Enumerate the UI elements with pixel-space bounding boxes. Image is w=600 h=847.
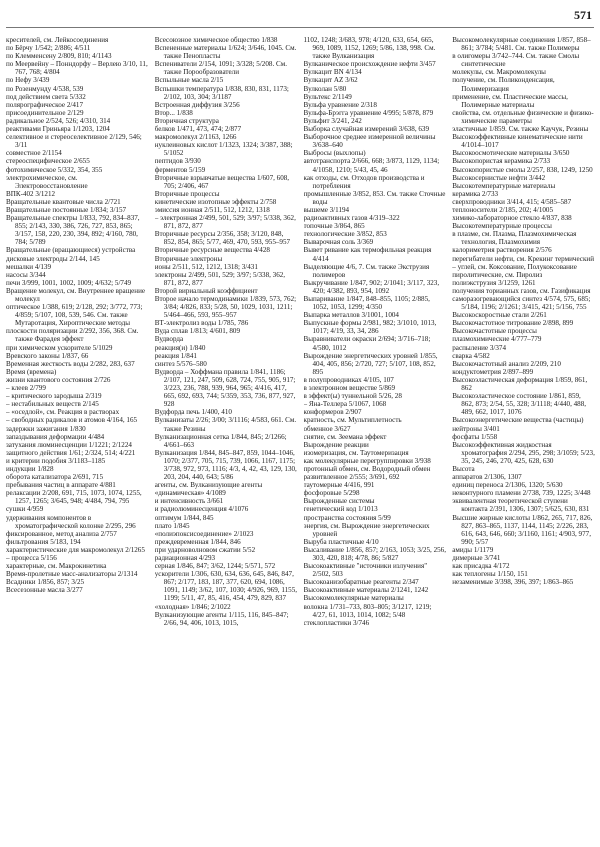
index-entry: фосфоровые 5/298 [303, 489, 360, 498]
index-entry: Вулканизаты 2/26; 3/00; 3/1116; 4/583, 661. См. также Резины [154, 416, 297, 433]
index-entry: и интенсивность 3/661 [154, 497, 224, 506]
column-1 [6, 36, 149, 842]
index-entry: – электронная 2/499, 501, 529; 3/97; 5/338, 362, 871, 872, 877 [154, 214, 296, 231]
index-entry: Вулканизующие агенты 1/115, 116, 845–847; 2/66, 94, 406, 1013, 1015, [154, 610, 289, 627]
index-entry: мешалки 4/139 [6, 262, 52, 271]
index-entry: плоскости поляризации 2/292, 356, 368. См. также Фарадея эффект [6, 327, 139, 344]
index-entry: «полиэпоксисоединение» 2/1023 [154, 529, 254, 538]
index-entry: получение, см. Поликонденсация, Полимеризация [452, 76, 555, 93]
index-entry: фильтрования 5/183, 194 [6, 537, 81, 546]
index-entry: Вспениватели 2/154, 1091; 3/328; 5/208. См. также Порообразователи [154, 60, 287, 77]
index-entry: радиоактивных газов 4/319–322 [303, 214, 400, 223]
index-entry: – Яна-Теллера 5/1067, 1068 [303, 400, 387, 409]
index-entry: Вторичные ресурсные вещества 4/428 [154, 246, 270, 255]
index-entry: сушки 4/959 [6, 505, 44, 514]
index-entry: и критерии подобия 3/1183–1185 [6, 456, 106, 465]
index-entry: Вулкацит BN 4/134 [303, 68, 362, 77]
index-entry: неконтурного пламени 2/738, 739, 1225; 3/448 [452, 489, 591, 498]
index-entry: Вывет ривание как термофильная реакция 4/414 [303, 246, 432, 263]
index-entry: Высокоактивные "источники излучения" 2/502, 503 [303, 562, 428, 579]
index-entry: затухания люминесценции 1/1221; 2/1224 [6, 440, 132, 449]
index-entry: эмиссия ионная 2/511, 512, 1212, 1318 [154, 205, 270, 214]
index-entry: Выпарка металлов 3/1001, 1004 [303, 311, 399, 320]
index-entry: характерные, см. Макрокинетика [6, 562, 107, 571]
index-entry: развитвленное 2/555; 3/691, 692 [303, 473, 400, 482]
index-entry: Высокотемпературные процессы [452, 222, 552, 231]
index-entry: нейтроны 3/401 [452, 424, 500, 433]
index-entry: Вуда сплав 1/813; 4/601, 809 [154, 327, 241, 336]
index-entry: синтез 5/576–580 [154, 359, 207, 368]
index-entry: Вулколан 5/80 [303, 84, 347, 93]
index-entry: реакция 1/841 [154, 351, 197, 360]
index-entry: Выпускные формы 2/981, 982; 3/1010, 1013, 1017; 4/19, 33, 34, 286 [303, 319, 437, 336]
index-entry: теплоносители 2/185, 202; 4/1005 [452, 205, 554, 214]
index-entry: Высокоэластическое состояние 1/861, 859, 862, 873; 2/54, 55, 328; 3/1118; 4/440, 488, 489, 662, 1017, 1076 [452, 392, 587, 417]
index-entry: оборота катализатора 2/691, 715 [6, 473, 103, 482]
index-entry: Вращение молекул, см. Внутреннее вращение молекул [6, 286, 146, 303]
index-entry: Вудфорда печь 1/400, 410 [154, 408, 232, 417]
index-entry: реакция(и) 1/840 [154, 343, 206, 352]
index-entry: – свободных радикалов и атомов 4/164, 165 [6, 416, 138, 425]
index-entry: ионы 2/511, 512, 1212, 1318; 3/431 [154, 262, 258, 271]
index-entry: Высокоэнергетические вещества (частицы) [452, 416, 584, 425]
index-entry: – углей, см. Коксование, Полукоксование [452, 262, 577, 271]
index-entry: Второе начало термодинамики 1/839, 573, 762; 3/84; 4/826, 833; 5/28, 50, 1029, 1031, 1211; 5/464–466, 593, 955–957 [154, 295, 297, 320]
index-entry: оптическое 1/388, 619; 2/128, 292; 3/772, 773; 4/859; 5/107, 108, 539, 546. См. также Мутаротация, Хироптические методы [6, 303, 143, 328]
index-entry: Вырождение реакции [303, 440, 369, 449]
index-entry: Вудворда [154, 335, 184, 344]
index-entry: Высокотемпературные материалы [452, 181, 556, 190]
index-entry: Выруба пластичные 4/10 [303, 537, 379, 546]
index-entry: Высокоэффективная жидкостная хроматография 2/294, 295, 298; 3/1059; 5/23, 35, 245, 246, 270, 425, 628, 630 [452, 440, 595, 465]
index-entry: Вультекс 2/1149 [303, 92, 352, 101]
index-entry: Высокочастотный анализ 2/209, 210 [452, 359, 561, 368]
index-entry: применение, см. Пластические массы, Полимерные материалы [452, 92, 568, 109]
index-entry: 1102, 1248; 3/683, 978; 4/120, 633, 654, 665, 969, 1089, 1152, 1269; 5/86, 138, 998. См. также Вулканизация [303, 36, 436, 61]
index-entry: по Меервейну – Понндорфу – Верлею 3/10, 11, 767, 768; 4/804 [6, 60, 148, 77]
index-entry: при химическом ускорителе 5/1029 [6, 343, 113, 352]
column-4 [452, 36, 595, 842]
index-entry: получения торианных газов, см. Газификация [452, 286, 591, 295]
index-entry: фиксированное, метод анализа 2/757 [6, 529, 117, 538]
index-entry: Выбросы (выхлопы) [303, 149, 366, 158]
index-entry: энергия, см. Вырождение энергетических уровней [303, 521, 430, 538]
index-entry: насосы 3/344 [6, 270, 46, 279]
index-entry: стереоспецифическое 2/655 [6, 157, 90, 166]
index-entry: ускорители 1/306, 630, 634, 636, 645, 846, 847, 867; 2/177, 183, 187, 377, 620, 694, 1086, 1091, 1149; 3/62, 107, 1030; 4/926, 969, 1155, 1199; 5/11, 47, 85, 416, 454, 479, 829, 837 [154, 570, 298, 603]
index-entry: под действием света 5/332 [6, 92, 86, 101]
index-entry: пребывания частиц в аппарате 4/881 [6, 481, 116, 490]
index-entry: оптимум 1/844, 845 [154, 513, 214, 522]
index-entry: Высаливание 1/856, 857; 2/163, 1053; 3/25, 256, 303, 420, 818; 4/78, 86; 5/827 [303, 545, 446, 562]
index-entry: волокна 1/731–733, 803–805; 3/1217, 1219; 4/27, 61, 1013, 1014, 1082; 5/48 [303, 602, 432, 619]
index-entry: – нестабильных веществ 2/145 [6, 400, 99, 409]
index-entry: Вращательные спектры 1/833, 792, 834–837, 855; 2/143, 330, 386, 726, 727, 853, 865; 3/157, 158, 220, 230, 394, 892; 4/160, 780, 784; 5/789 [6, 214, 140, 247]
index-entry: Вспыльные масла 2/15 [154, 76, 224, 85]
index-entry: Время (времена) [6, 367, 57, 376]
index-entry: Вторичные электроны [154, 254, 223, 263]
index-entry: технологические 3/852, 853 [303, 230, 387, 239]
index-entry: Высокоактивные материалы 2/1241, 1242 [303, 586, 429, 595]
index-entry: ферментов 5/159 [154, 165, 206, 174]
index-entry: реактивами Гриньяра 1/1203, 1204 [6, 125, 110, 134]
index-entry: жизни квантового состояния 2/726 [6, 375, 111, 384]
index-entry: по Нефу 3/439 [6, 76, 50, 85]
index-entry: Высокоскоростные стали 2/261 [452, 311, 547, 320]
index-entry: Высокоэластическая деформация 1/859, 861, 862 [452, 375, 588, 393]
index-entry: по Бёрчу 1/542; 2/886; 4/511 [6, 44, 91, 53]
index-entry: в электронном веществе 5/869 [303, 384, 396, 393]
index-entry: димерные 3/741 [452, 554, 501, 562]
index-entry: преждевременная 1/844, 846 [154, 537, 241, 546]
index-entry: Вырождение энергетических уровней 1/855, 404, 405, 856; 2/720, 727; 5/107, 108, 852, 895 [303, 351, 438, 376]
header-rule [6, 27, 594, 28]
index-entry: генетический код 1/1013 [303, 505, 378, 514]
index-entry: ВТ-электролиз воды 1/785, 786 [154, 319, 249, 328]
index-entry: Вспененные материалы 1/624; 3/646, 1045. См. также Пенопласты [154, 44, 297, 61]
index-entry: кондуктометрия 2/897–899 [452, 367, 534, 376]
index-entry: Вращательные (вращающиеся) устройства [6, 246, 136, 255]
index-entry: Время-пролетные масс-анализаторы 2/1314 [6, 570, 138, 579]
index-entry: Вулканизационная сетка 1/844, 845; 2/1266; 4/661–663 [154, 432, 287, 449]
index-entry: эластичные 1/859. См. также Каучук, Резины [452, 125, 589, 134]
index-entry: промышленные 3/852, 853. См. также Сточные воды [303, 189, 446, 206]
index-entry: по Клемменсену 2/809, 810; 4/1143 [6, 52, 112, 61]
index-entry: Высокоосмотические материалы 3/650 [452, 149, 570, 158]
column-3 [304, 36, 447, 842]
index-entry: сварка 4/582 [452, 351, 490, 360]
index-entry: Всесоюзное химическое общество 1/838 [154, 36, 278, 44]
index-entry: Вульфа-Брэгга уравнение 4/995; 5/878, 879 [303, 108, 434, 117]
index-entry: радикальное 2/524, 526; 4/310, 314 [6, 116, 111, 125]
index-entry: Высокочастотные процессы [452, 327, 537, 336]
index-entry: пространства состояния 5/99 [303, 513, 391, 522]
index-entry: Вулканическое происхождение нефти 3/457 [303, 60, 436, 69]
index-entry: Выкручивание 1/847, 902; 2/1041; 3/117, 323, 420; 4/382, 893, 954, 1092 [303, 278, 440, 295]
index-entry: Выварочная соль 3/369 [303, 238, 374, 247]
index-entry: «динамическая» 4/1089 [154, 489, 226, 498]
index-entry: фотохимическое 5/332, 354, 355 [6, 165, 103, 174]
index-entry: Вырожденные системы [303, 497, 375, 506]
index-entry: керамика 2/733 [452, 189, 499, 198]
index-entry: Высокопористая керамика 2/733 [452, 157, 551, 166]
index-entry: саморазогревающийся синтез 4/574, 575, 685; 5/184, 1196; 2/1261; 3/415, 421; 5/156, 755 [452, 295, 591, 312]
index-entry: индукции 1/828 [6, 464, 54, 473]
index-entry: Высшие жирные кислоты 1/862, 265, 717, 826, 827, 863–865, 1137, 1144, 1145; 2/226, 283, 616, 643, 646, 660; 3/1160, 1161; 4/903, 977, 990; 5/57 [452, 513, 593, 546]
index-entry: стеклопластики 3/746 [303, 618, 370, 627]
index-entry: задержки зажигания 1/830 [6, 424, 86, 433]
index-entry: плато 1/845 [154, 521, 190, 530]
index-entry: в эффект(ы) туннельной 5/26, 28 [303, 392, 402, 401]
index-entry: запаздывания деформации 4/484 [6, 432, 105, 441]
index-entry: таутомерные 4/416, 991 [303, 481, 375, 490]
index-entry: вышеме 3/1194 [303, 205, 350, 214]
index-entry: релаксации 2/208, 691, 715, 1073, 1074, 1255, 1257, 1265; 3/645, 948; 4/484, 794, 795 [6, 489, 142, 506]
index-entry: пиролитические, см. Пиролиз [452, 270, 543, 279]
index-entry: Вращательные квантовые числа 2/721 [6, 197, 121, 206]
index-entry: Всесезонные масла 3/277 [6, 586, 83, 595]
index-entry: белков 1/471, 473, 474; 2/877 [154, 125, 242, 134]
index-entry: незаменимые 3/398, 396, 397; 1/863–865 [452, 578, 574, 587]
index-entry: кресителей, см. Лейкосоединения [6, 36, 109, 44]
index-entry: нуклеиновых кислот 1/1323, 1324; 3/387, 388; 5/1052 [154, 141, 293, 158]
index-entry: химико-лабораторное стекло 4/837, 838 [452, 214, 572, 223]
index-entry: Выпаривание 1/847, 848–855, 1105; 2/885, 1052, 1053, 1299; 4/350 [303, 295, 430, 312]
index-entry: конформеров 2/907 [303, 408, 362, 417]
index-entry: обменное 3/627 [303, 424, 351, 433]
index-entry: Временная жесткость воды 2/282, 283, 637 [6, 359, 135, 368]
index-entry: Выборка случайная измерений 3/638, 639 [303, 125, 430, 134]
index-entry: – критического зародыша 2/319 [6, 392, 102, 401]
index-entry: при ударноволновом сжатии 5/52 [154, 545, 256, 554]
index-entry: изомеризация, см. Таутомеризация [303, 448, 409, 457]
page-number: 571 [574, 8, 592, 22]
index-entry: Высокоэффективные кинематические нити 4/1014–1017 [452, 133, 583, 150]
index-entry: Высокосернистые нефти 3/442 [452, 173, 546, 182]
index-entry: Высокопористые смолы 2/257, 838, 1249, 1250 [452, 165, 593, 174]
index-entry: Выборочное среднее измеренной величины 3/638–640 [303, 133, 436, 150]
index-entry: «холодная» 1/846; 2/1022 [154, 602, 231, 611]
index-entry: в плазме, см. Плазма, Плазмохимическая технология, Плазмохимия [452, 230, 577, 247]
index-entry: как теплогены 1/150, 151 [452, 570, 528, 579]
index-entry: Вращательные постоянные 1/834; 3/157 [6, 205, 127, 214]
column-2 [155, 36, 298, 842]
index-entry: фосфаты 1/558 [452, 432, 498, 441]
index-entry: перегибатели нефти, см. Крекинг термический [452, 254, 594, 263]
index-entry: характеристические для макромолекул 2/1265 [6, 545, 145, 554]
index-entry: – «оседлой», см. Реакция в растворах [6, 408, 120, 417]
index-entry: дисковые электроды 2/144, 145 [6, 254, 100, 263]
index-entry: плазмохимические 4/777–779 [452, 335, 542, 344]
index-entry: Вульфит 3/241, 242 [303, 116, 362, 125]
index-entry: Всадники 1/856, 857; 3/25 [6, 578, 85, 587]
index-entry: Высокомолекулярные материалы [303, 594, 404, 603]
index-entry: Выравниватели окраски 2/694; 3/716–718; 4/580, 1012 [303, 335, 431, 352]
index-entry: в полупроводниках 4/105, 107 [303, 375, 394, 384]
index-entry: автотранспорта 2/666, 668; 3/873, 1129, 1134; 4/1058, 1210; 5/43, 45, 46 [303, 157, 440, 174]
index-entry: радиационная 4/293 [154, 554, 216, 562]
index-entry: Высокомолекулярные соединения 1/857, 858–861; 3/784; 5/481. См. также Полимеры [452, 36, 591, 53]
index-entry: Вторичная структура [154, 116, 219, 125]
index-entry: калориметрия растворения 2/576 [452, 246, 552, 255]
index-entry: полиэкструзия 3/1259, 1261 [452, 278, 536, 287]
index-entry: протонный обмен, см. Водородный обмен [303, 464, 431, 473]
index-entry: Высота [452, 464, 475, 473]
index-entry: селективное и стереоселективное 2/129, 546; 3/11 [6, 133, 142, 150]
index-entry: Вторичные процессы [154, 189, 220, 198]
index-entry: ВПК-402 3/1212 [6, 189, 56, 198]
index-entry: агенты, см. Вулканизующие агенты [154, 481, 263, 490]
index-entry: аппаратов 2/1306, 1307 [452, 473, 522, 482]
index-entry: серная 1/846, 847; 3/62, 1244; 5/571, 572 [154, 562, 276, 571]
index-entry: как присадка 4/172 [452, 562, 510, 571]
index-entry: – клеев 2/799 [6, 384, 46, 393]
index-entry: Второй вириальный коэффициент [154, 286, 258, 295]
index-entry: как отходы, см. Отходов производства и потребления [303, 173, 425, 190]
index-entry: совместное 2/1154 [6, 149, 62, 158]
index-entry: единиц переноса 2/1306, 1320; 5/630 [452, 481, 563, 490]
index-entry: свойства, см. отдельные физические и физико-химические параметры [452, 108, 594, 125]
index-entry: молекулы, см. Макромолекулы [452, 68, 546, 77]
index-entry: Вспышки температура 1/838, 830, 831, 1173; 2/102, 103, 304; 3/1187 [154, 84, 289, 101]
index-entry: Высокочастотное титрование 2/898, 899 [452, 319, 574, 328]
index-entry: по Розенмунду 4/538, 539 [6, 84, 84, 93]
index-entry: топочные 3/864, 865 [303, 222, 365, 231]
index-entry: сверхпроводники 3/414, 415; 4/585–587 [452, 197, 572, 206]
index-entry: снятие, см. Зеемана эффект [303, 432, 387, 441]
index-entry: Вульфа уравнение 2/318 [303, 100, 377, 109]
index-entry: защитного действия 1/61; 2/324, 514; 4/221 [6, 448, 136, 457]
index-entry: амиды 1/1179 [452, 545, 494, 554]
index-entry: присоединительное 2/129 [6, 108, 84, 117]
index-entry: распыление 3/374 [452, 343, 507, 352]
index-entry: Высокоанизобаратные реагенты 2/347 [303, 578, 419, 587]
index-entry: Вудворда – Хоффмана правила 1/841, 1186; 2/107, 121, 247, 509, 628, 724, 755, 905, 917; 3/223, 236, 788, 939, 964, 965; 4/416, 417, 665, 692, 693, 744; 5/359, 353, 736, 877, 927, 928 [154, 367, 296, 409]
index-entry: Втор... 1/838 [154, 108, 193, 117]
index-entry: пептидов 3/930 [154, 157, 201, 166]
index-entry: кинетические изотопные эффекты 2/758 [154, 197, 277, 206]
index-entry: Вторичные ресурсы 2/356, 358; 3/120, 848, 852, 854, 865; 5/77, 469, 470, 593, 955–957 [154, 230, 291, 247]
index-columns [6, 36, 595, 842]
index-entry: печи 3/999, 1001, 1002, 1009; 4/632; 5/749 [6, 278, 132, 287]
index-entry: как молекулярные перегруппировки 3/938 [303, 456, 431, 465]
index-entry: электроны 2/499, 501, 529; 3/97; 5/338, 362, 871, 872, 877 [154, 270, 286, 287]
index-entry: Вторичные взрывчатые вещества 1/607, 608, 705; 2/406, 467 [154, 173, 290, 190]
index-entry: электрохимическое, см. Электровосстановление [6, 173, 88, 190]
index-entry: полярографическое 2/417 [6, 100, 83, 109]
index-entry: Вревского законы 1/837, 66 [6, 351, 89, 360]
index-entry: макромолекул 2/1163, 1266 [154, 133, 237, 142]
index-entry: Вулканизация 1/844, 845–847, 859, 1044–1046, 1070; 2/377, 705, 715, 739, 1066, 1167, 1175; 3/738, 972, 973, 1116; 4/3, 4, 42, 43, 129, 130, 203, 204, 440, 643; 5/86 [154, 448, 297, 482]
index-entry: и радиолюминесценция 4/1076 [154, 505, 249, 514]
index-entry: в олигомеры 3/742–744. См. также Смолы синтетические [452, 52, 580, 69]
index-entry: кратность, см. Мультиплетность [303, 416, 402, 425]
index-entry: Вулкацит AZ 3/62 [303, 76, 358, 85]
index-entry: Выделяющие 4/6, 7. См. также Экструзия полимеров [303, 262, 430, 279]
index-entry: Встроенная диффузия 3/256 [154, 100, 240, 109]
index-entry: – процесса 5/156 [6, 554, 57, 562]
index-entry: удерживания компонентов в хроматографической колонке 2/295, 296 [6, 513, 136, 530]
index-entry: эквивалентная теоретической ступени контакта 2/391, 1306, 1307; 5/625, 630, 831 [452, 497, 590, 514]
